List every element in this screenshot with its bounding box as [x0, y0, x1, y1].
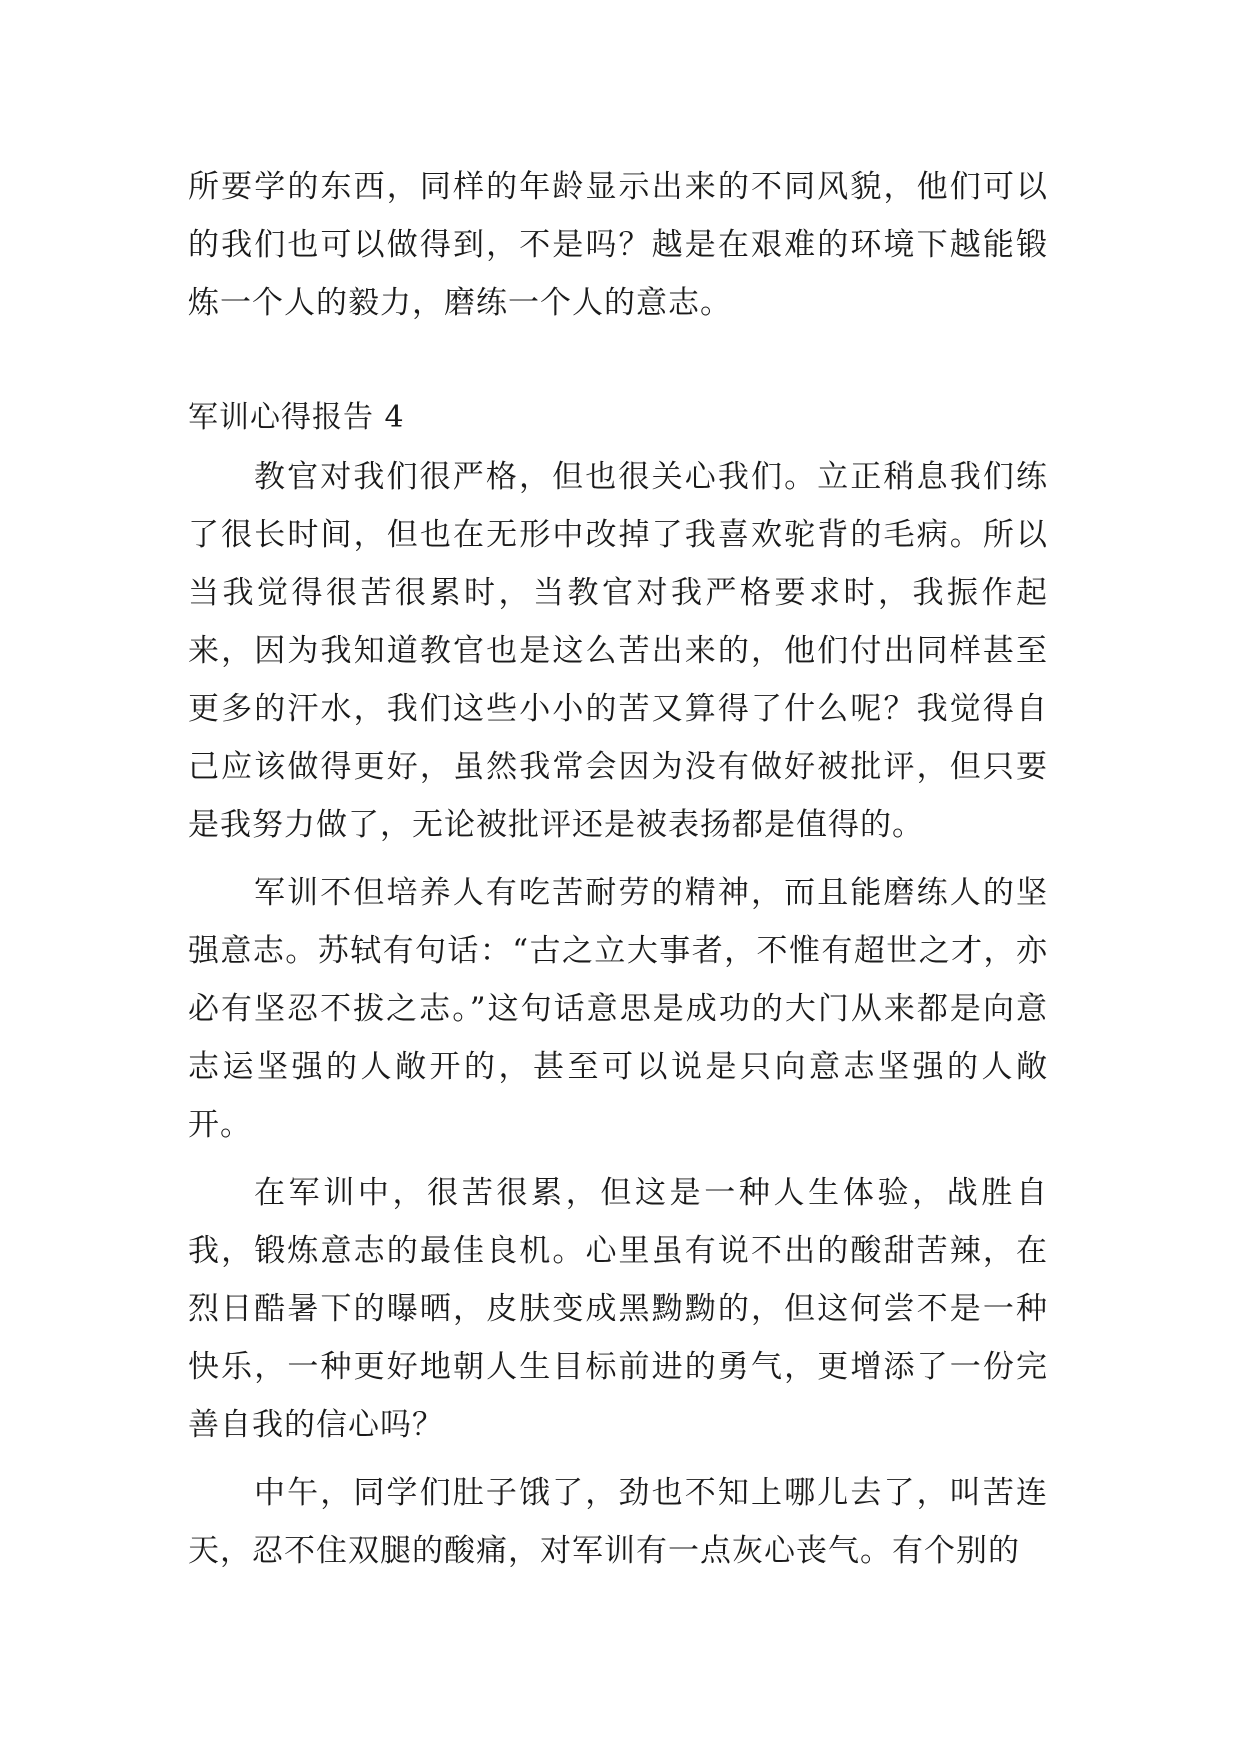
paragraph-willpower: 军训不但培养人有吃苦耐劳的精神，而且能磨练人的坚强意志。苏轼有句话：“古之立大事者，不惟有超世之才，亦必有坚忍不拔之志。”这句话意思是成功的大门从来都是向意志运坚强的人敞开的，甚至可以说是只向意志坚强的人敞开。 — [188, 875, 1048, 1143]
intro-paragraph: 所要学的东西，同样的年龄显示出来的不同风貌，他们可以的我们也可以做得到，不是吗？越是在艰难的环境下越能锻炼一个人的毅力，磨练一个人的意志。 — [188, 169, 1048, 321]
paragraph-instructor: 教官对我们很严格，但也很关心我们。立正稍息我们练了很长时间，但也在无形中改掉了我喜欢驼背的毛病。所以当我觉得很苦很累时，当教官对我严格要求时，我振作起来，因为我知道教官也是这么苦出来的，他们付出同样甚至更多的汗水，我们这些小小的苦又算得了什么呢？我觉得自己应该做得更好，虽然我常会因为没有做好被批评，但只要是我努力做了，无论被批评还是被表扬都是值得的。 — [188, 459, 1048, 843]
paragraph-experience: 在军训中，很苦很累，但这是一种人生体验，战胜自我，锻炼意志的最佳良机。心里虽有说不出的酸甜苦辣，在烈日酷暑下的曝晒，皮肤变成黑黝黝的，但这何尝不是一种快乐，一种更好地朝人生目标前进的勇气，更增添了一份完善自我的信心吗？ — [188, 1175, 1048, 1443]
body-text — [188, 448, 1048, 1590]
section-heading: 军训心得报告 4 — [188, 400, 405, 435]
intro-paragraph-block — [188, 158, 1048, 332]
paragraph-noon: 中午，同学们肚子饿了，劲也不知上哪儿去了，叫苦连天，忍不住双腿的酸痛，对军训有一点灰心丧气。有个别的 — [188, 1475, 1048, 1569]
